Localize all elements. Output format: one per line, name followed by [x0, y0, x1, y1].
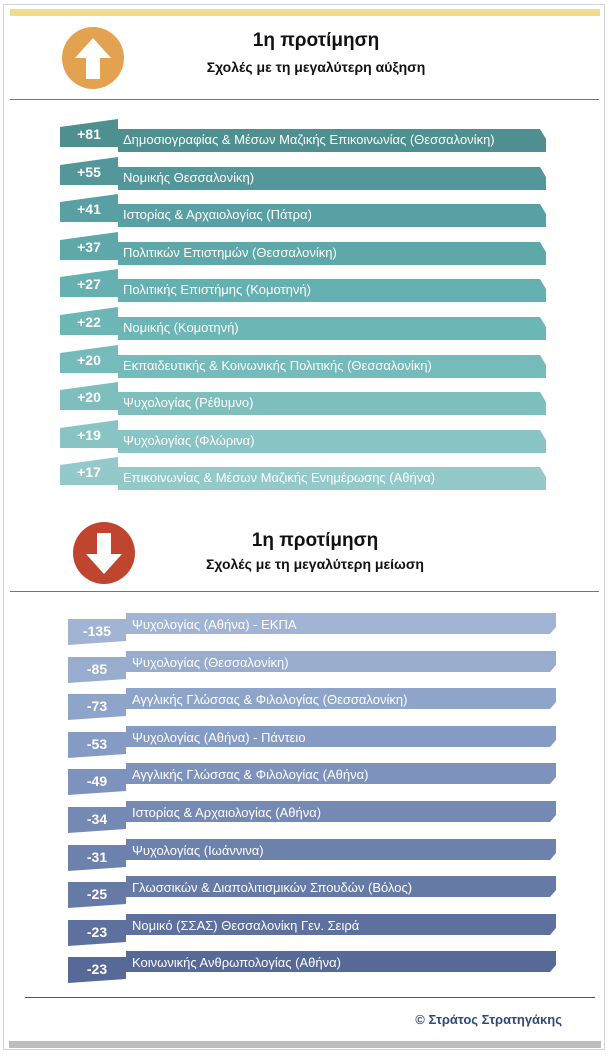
- chart-row: [0, 798, 611, 838]
- chart-row: [0, 760, 611, 800]
- chart-row: [0, 610, 611, 650]
- category-label: Εκπαιδευτικής & Κοινωνικής Πολιτικής (Θεσσαλονίκη): [123, 357, 432, 373]
- section-2-subtitle: Σχολές με τη μεγαλύτερη μείωση: [206, 556, 424, 572]
- value-label: +41: [77, 201, 101, 218]
- category-label: Ψυχολογίας (Θεσσαλονίκη): [132, 654, 289, 670]
- chart-row: [0, 157, 611, 197]
- category-label: Νομικής (Κομοτηνή): [123, 320, 239, 335]
- section-2-divider: [10, 591, 599, 592]
- value-label: -31: [86, 848, 108, 865]
- value-label: -23: [86, 923, 108, 940]
- value-label: -135: [82, 623, 112, 639]
- top-accent-bar: [10, 9, 600, 16]
- chart-row: [0, 345, 611, 385]
- value-label: +37: [77, 238, 101, 255]
- value-label: +22: [77, 314, 101, 330]
- category-label: Επικοινωνίας & Μέσων Μαζικής Ενημέρωσης (Αθήνα): [123, 470, 436, 486]
- value-label: -73: [86, 698, 108, 715]
- value-label: +19: [77, 426, 101, 443]
- chart-row: [0, 119, 611, 159]
- chart-row: [0, 269, 611, 309]
- category-label: Νομικό (ΣΣΑΣ) Θεσσαλονίκη Γεν. Σειρά: [132, 917, 360, 933]
- chart-row: [0, 723, 611, 763]
- category-label: Πολιτικών Επιστημών (Θεσσαλονίκη): [123, 244, 337, 260]
- category-label: Νομικής Θεσσαλονίκη): [123, 169, 255, 185]
- section-2-title: 1η προτίμηση: [251, 530, 379, 551]
- chart-row: [0, 382, 611, 422]
- section-1-title: 1η προτίμηση: [252, 30, 380, 51]
- chart-row: [0, 836, 611, 876]
- footer-divider: [25, 997, 595, 998]
- section-1-subtitle: Σχολές με τη μεγαλύτερη αύξηση: [206, 59, 426, 75]
- value-label: +20: [77, 389, 101, 406]
- category-label: Κοινωνικής Ανθρωπολογίας (Αθήνα): [132, 955, 341, 971]
- value-label: -25: [86, 886, 108, 903]
- bottom-accent-bar: [9, 1041, 601, 1048]
- chart-row: [0, 911, 611, 951]
- chart-row: [0, 420, 611, 460]
- decrease-circle: [73, 522, 135, 584]
- chart-row: [0, 232, 611, 272]
- chart-row: [0, 685, 611, 725]
- arrow-up-icon: [62, 27, 124, 89]
- value-label: -23: [86, 961, 108, 978]
- author-credit: © Στράτος Στρατηγάκης: [415, 1012, 562, 1027]
- value-label: -85: [86, 660, 108, 677]
- value-label: -34: [86, 811, 108, 827]
- category-label: Ψυχολογίας (Αθήνα) - ΕΚΠΑ: [132, 617, 297, 632]
- value-label: +81: [77, 126, 101, 142]
- category-label: Αγγλικής Γλώσσας & Φιλολογίας (Θεσσαλονίκη): [132, 692, 408, 708]
- value-label: +17: [77, 464, 101, 481]
- category-label: Ψυχολογίας (Φλώρινα): [123, 432, 255, 448]
- value-label: -53: [86, 735, 108, 752]
- category-label: Αγγλικής Γλώσσας & Φιλολογίας (Αθήνα): [132, 767, 369, 783]
- chart-row: [0, 194, 611, 234]
- chart-row: [0, 307, 611, 347]
- category-label: Ψυχολογίας (Ιωάννινα): [132, 842, 264, 858]
- category-label: Ψυχολογίας (Ρέθυμνο): [123, 395, 254, 411]
- chart-row: [0, 948, 611, 988]
- category-label: Δημοσιογραφίας & Μέσων Μαζικής Επικοινωνίας (Θεσσαλονίκη): [123, 132, 495, 147]
- category-label: Γλωσσικών & Διαπολιτισμικών Σπουδών (Βόλος): [132, 880, 413, 896]
- arrow-down-icon: [73, 522, 135, 584]
- chart-row: [0, 873, 611, 913]
- category-label: Ιστορίας & Αρχαιολογίας (Αθήνα): [132, 805, 322, 820]
- chart-row: [0, 648, 611, 688]
- category-label: Ιστορίας & Αρχαιολογίας (Πάτρα): [123, 207, 312, 223]
- increase-circle: [62, 27, 124, 89]
- category-label: Πολιτικής Επιστήμης (Κομοτηνή): [123, 282, 311, 298]
- value-label: +55: [77, 163, 101, 180]
- category-label: Ψυχολογίας (Αθήνα) - Πάντειο: [132, 729, 306, 745]
- section-1-divider: [10, 99, 599, 100]
- value-label: +20: [77, 351, 101, 368]
- chart-row: [0, 457, 611, 497]
- value-label: -49: [86, 773, 108, 790]
- value-label: +27: [77, 276, 101, 293]
